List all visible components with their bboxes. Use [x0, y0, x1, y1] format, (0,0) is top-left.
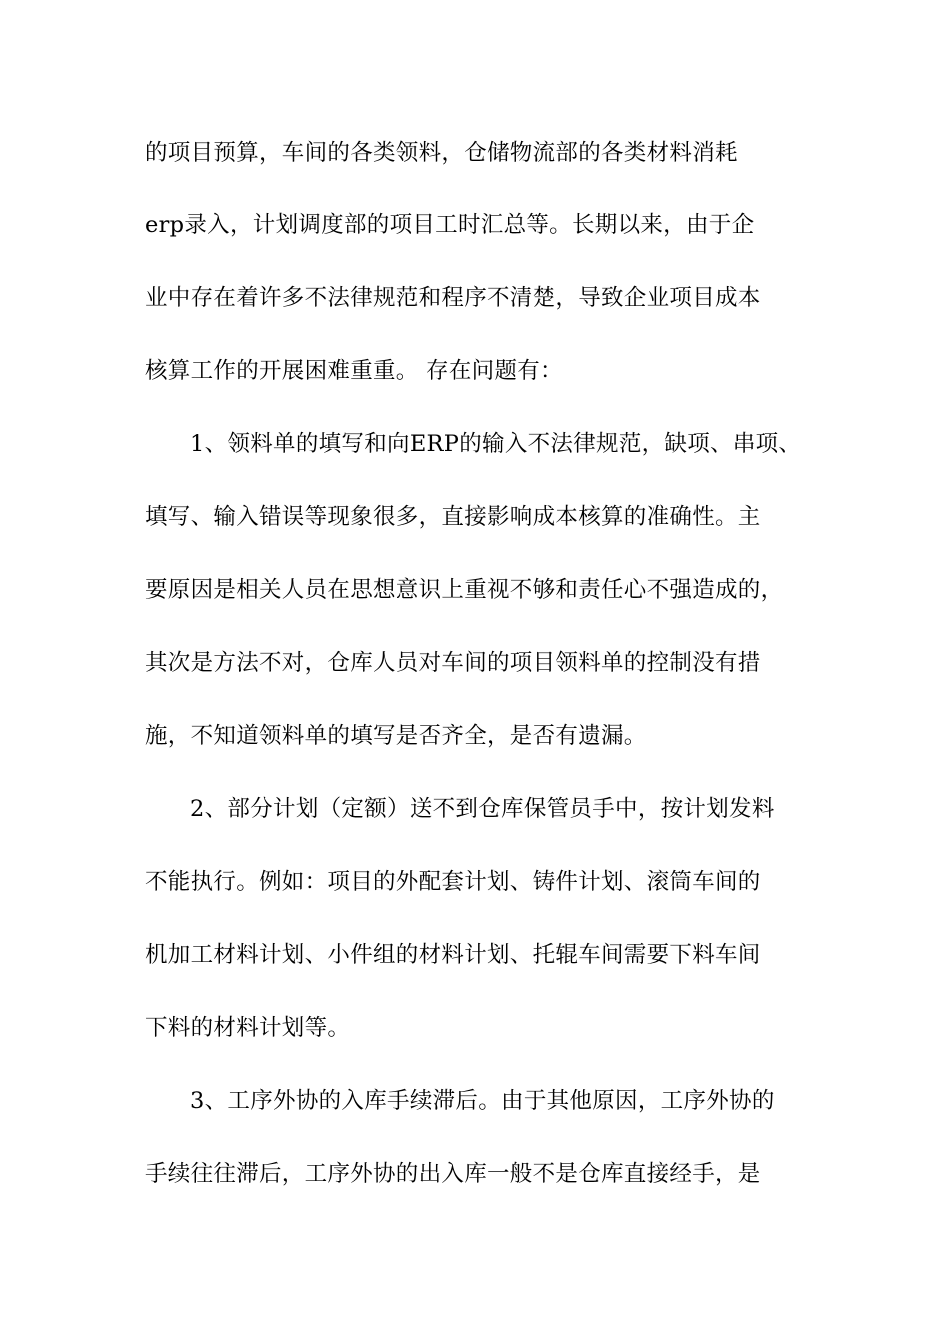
text-line-5: 1、领料单的填写和向ERP的输入不法律规范，缺项、串项、	[190, 431, 802, 457]
text-line-11: 不能执行。例如：项目的外配套计划、铸件计划、滚筒车间的	[145, 869, 761, 895]
text-line-3: 业中存在着许多不法律规范和程序不清楚，导致企业项目成本	[145, 285, 761, 311]
text-line-9: 施，不知道领料单的填写是否齐全，是否有遗漏。	[145, 723, 647, 749]
text-line-14: 3、工序外协的入库手续滞后。由于其他原因，工序外协的	[190, 1088, 775, 1114]
text-line-2: erp录入，计划调度部的项目工时汇总等。长期以来，由于企	[145, 212, 755, 238]
text-line-15: 手续往往滞后，工序外协的出入库一般不是仓库直接经手，是	[145, 1161, 761, 1187]
text-line-10: 2、部分计划（定额）送不到仓库保管员手中，按计划发料	[190, 796, 775, 822]
text-line-13: 下料的材料计划等。	[145, 1015, 351, 1041]
text-line-1: 的项目预算，车间的各类领料，仓储物流部的各类材料消耗	[145, 140, 738, 166]
text-line-8: 其次是方法不对，仓库人员对车间的项目领料单的控制没有措	[145, 650, 761, 676]
text-line-7: 要原因是相关人员在思想意识上重视不够和责任心不强造成的，	[145, 577, 784, 603]
text-line-12: 机加工材料计划、小件组的材料计划、托辊车间需要下料车间	[145, 942, 761, 968]
text-line-4: 核算工作的开展困难重重。 存在问题有：	[145, 358, 563, 384]
text-line-6: 填写、输入错误等现象很多，直接影响成本核算的准确性。主	[145, 504, 761, 530]
